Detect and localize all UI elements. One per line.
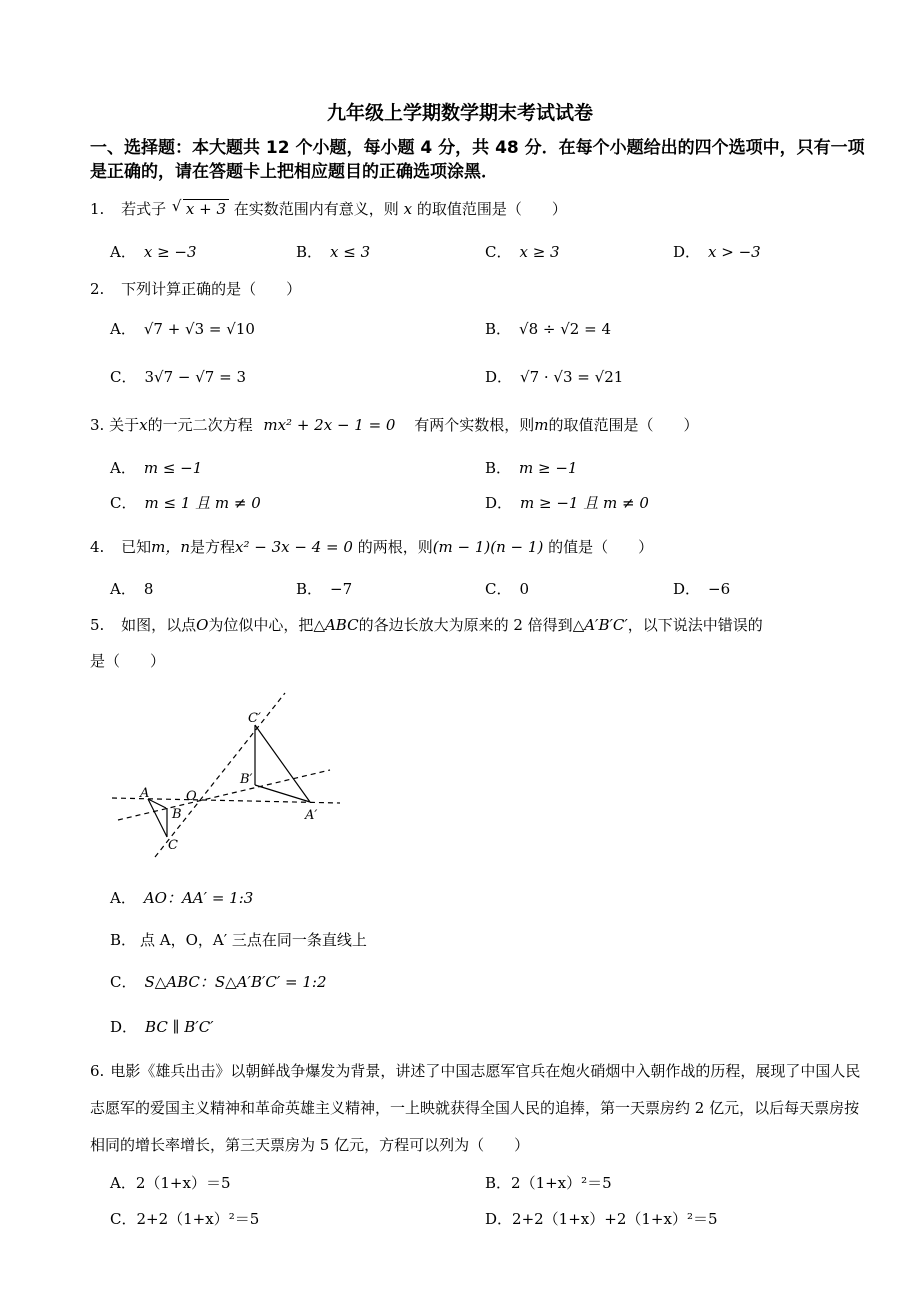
- variable: m，n: [151, 538, 190, 556]
- question-text: 下列计算正确的是（ ）: [121, 280, 302, 298]
- question-6: [90, 1053, 865, 1164]
- q2-option-c[interactable]: C． 3√7 − √7 = 3: [110, 368, 246, 386]
- question-text: 的取值范围是（ ）: [416, 200, 567, 218]
- q6-option-d[interactable]: D．2+2（1+x）+2（1+x）²＝5: [485, 1210, 718, 1228]
- q1-option-c[interactable]: C． x ≥ 3: [485, 243, 560, 261]
- label-a: A: [140, 786, 150, 801]
- question-text: 有两个实数根，则: [414, 416, 535, 434]
- question-number: 3.: [90, 416, 105, 434]
- q3-option-a[interactable]: A． m ≤ −1: [110, 459, 203, 477]
- page-title: 九年级上学期数学期末考试试卷: [326, 102, 593, 124]
- q3-option-d[interactable]: D． m ≥ −1 且 m ≠ 0: [485, 494, 649, 512]
- q2-option-d[interactable]: D． √7 · √3 = √21: [485, 368, 624, 386]
- variable: x: [403, 200, 413, 218]
- q4-option-b[interactable]: B． −7: [296, 580, 353, 598]
- variable: O: [196, 616, 209, 634]
- section-heading: 一、选择题：本大题共 12 个小题，每小题 4 分，共 48 分．在每个小题给出的四个选项中，只有一项是正确的，请在答题卡上把相应题目的正确选项涂黑．: [90, 138, 865, 182]
- q1-option-b[interactable]: B． x ≤ 3: [296, 243, 371, 261]
- label-b-prime: B′: [240, 772, 253, 787]
- q4-option-c[interactable]: C． 0: [485, 580, 530, 598]
- q5-option-a[interactable]: A． AO：AA′ = 1:3: [110, 889, 254, 907]
- question-3: [90, 414, 699, 435]
- question-text: 是方程: [190, 538, 236, 556]
- question-number: 5.: [90, 616, 105, 634]
- label-b: B: [172, 807, 182, 822]
- question-text: 的一元二次方程: [147, 416, 253, 434]
- triangle-label: △A′B′C′: [572, 616, 628, 634]
- dashed-line-c-c1: [155, 693, 285, 857]
- q1-option-d[interactable]: D． x > −3: [673, 243, 761, 261]
- similarity-figure: [100, 685, 360, 860]
- question-text: 关于: [109, 416, 140, 434]
- question-text: 如图，以点: [121, 616, 197, 634]
- question-text: 的值是（ ）: [548, 538, 654, 556]
- question-5-line-2: 是（ ）: [90, 652, 166, 670]
- label-a-prime: A′: [305, 808, 318, 823]
- question-text: 已知: [121, 538, 152, 556]
- dashed-line-b-b1: [118, 770, 330, 820]
- q6-option-c[interactable]: C．2+2（1+x）²＝5: [110, 1210, 260, 1228]
- q5-option-d[interactable]: D． BC ∥ B′C′: [110, 1018, 214, 1036]
- q4-option-d[interactable]: D． −6: [673, 580, 731, 598]
- q3-option-b[interactable]: B． m ≥ −1: [485, 459, 578, 477]
- question-number: 4.: [90, 538, 105, 556]
- q6-option-a[interactable]: A．2（1+x）＝5: [110, 1174, 231, 1192]
- label-c-prime: C′: [248, 711, 261, 726]
- label-c: C: [168, 838, 178, 853]
- equation: x² − 3x − 4 = 0: [235, 538, 353, 556]
- question-text: 若式子: [121, 200, 167, 218]
- question-text: 的各边长放大为原来的 2 倍得到: [358, 616, 573, 634]
- edge-ac: [148, 799, 167, 837]
- q5-option-b[interactable]: B． 点 A，O，A′ 三点在同一条直线上: [110, 931, 367, 949]
- question-4: [90, 536, 653, 557]
- variable: m: [534, 416, 549, 434]
- question-text: 的两根，则: [357, 538, 433, 556]
- expression: (m − 1)(n − 1): [432, 538, 544, 556]
- q3-option-c[interactable]: C． m ≤ 1 且 m ≠ 0: [110, 494, 261, 512]
- q5-option-c[interactable]: C． S△ABC：S△A′B′C′ = 1:2: [110, 973, 327, 991]
- question-text: ，以下说法中错误的: [627, 616, 763, 634]
- q4-option-a[interactable]: A． 8: [110, 580, 154, 598]
- sqrt-expression: √ x + 3: [183, 199, 229, 218]
- question-5: [90, 614, 763, 635]
- q2-option-b[interactable]: B． √8 ÷ √2 = 4: [485, 320, 611, 338]
- question-number: 2.: [90, 280, 105, 298]
- edge-a1b1: [255, 785, 310, 802]
- question-2: [90, 278, 301, 299]
- equation: mx² + 2x − 1 = 0: [263, 416, 396, 434]
- question-text: 为位似中心，把: [208, 616, 314, 634]
- edge-a1c1: [255, 725, 310, 802]
- question-text: 电影《雄兵出击》以朝鲜战争爆发为背景，讲述了中国志愿军官兵在炮火硝烟中入朝作战的历程，展现了中国人民志愿军的爱国主义精神和革命英雄主义精神，一上映就获得全国人民的追捧，第一天票房约 2 亿元，以后每天票房按相同的增长率增长，第三天票房为 5 亿元，方程可以列为（ ）: [90, 1062, 861, 1154]
- question-text: 的取值范围是（ ）: [548, 416, 699, 434]
- question-text: 在实数范围内有意义，则: [233, 200, 399, 218]
- q1-option-a[interactable]: A． x ≥ −3: [110, 243, 197, 261]
- question-number: 1.: [90, 200, 105, 218]
- triangle-label: △ABC: [313, 616, 359, 634]
- q2-option-a[interactable]: A． √7 + √3 = √10: [110, 320, 255, 338]
- label-o: O: [186, 789, 197, 804]
- variable: x: [139, 416, 148, 434]
- q6-option-b[interactable]: B．2（1+x）²＝5: [485, 1174, 612, 1192]
- question-number: 6.: [90, 1062, 105, 1080]
- question-1: [90, 198, 567, 219]
